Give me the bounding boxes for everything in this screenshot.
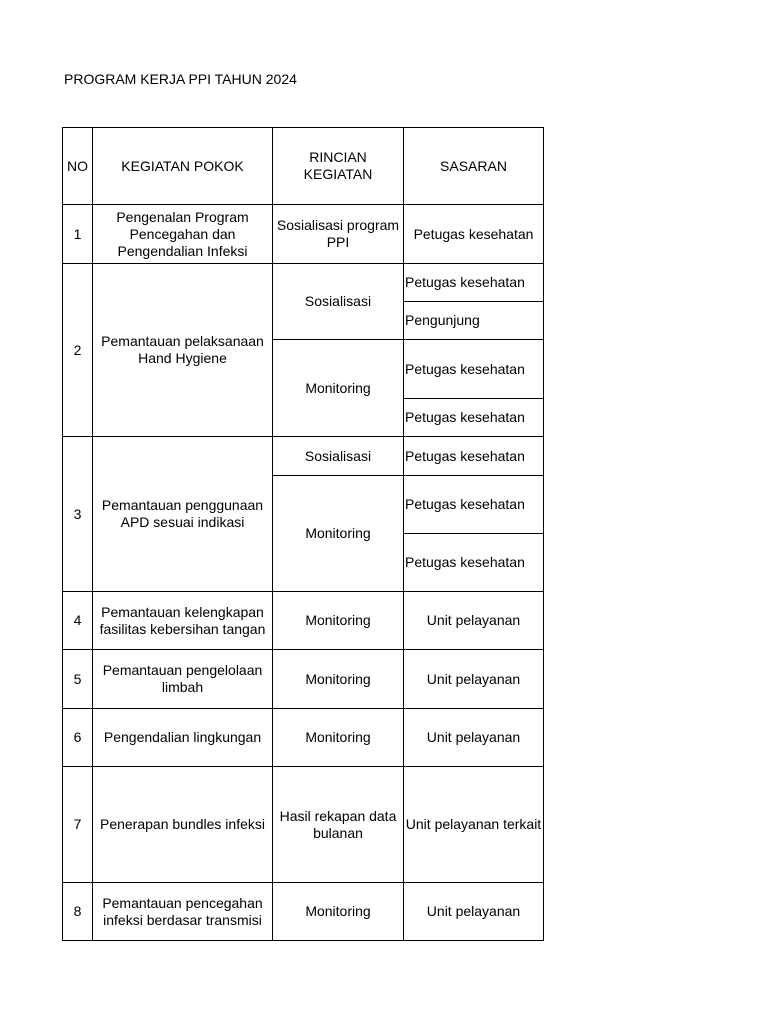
kegiatan-pokok-cell: Pemantauan pencegahan infeksi berdasar transmisi [93, 883, 273, 941]
sasaran-cell: Unit pelayanan [404, 650, 544, 709]
table-header-row [63, 128, 544, 205]
page-title: PROGRAM KERJA PPI TAHUN 2024 [64, 71, 297, 87]
sasaran-cell: Unit pelayanan terkait [404, 767, 544, 883]
table-row [63, 205, 544, 264]
sasaran-cell: Petugas kesehatan [404, 437, 544, 476]
rincian-cell: Monitoring [273, 592, 404, 650]
rincian-cell: Sosialisasi [273, 264, 404, 340]
header-kegiatan-pokok: KEGIATAN POKOK [93, 128, 273, 205]
kegiatan-pokok-cell: Pemantauan pelaksanaan Hand Hygiene [93, 264, 273, 437]
table-row [63, 709, 544, 767]
rincian-cell: Monitoring [273, 340, 404, 437]
row-number: 4 [63, 592, 93, 650]
row-number: 8 [63, 883, 93, 941]
table-row [63, 650, 544, 709]
row-number: 5 [63, 650, 93, 709]
rincian-cell: Sosialisasi [273, 437, 404, 476]
row-number: 7 [63, 767, 93, 883]
rincian-cell: Hasil rekapan data bulanan [273, 767, 404, 883]
sasaran-cell: Petugas kesehatan [404, 534, 544, 592]
table-row [63, 767, 544, 883]
kegiatan-pokok-cell: Pemantauan pengelolaan limbah [93, 650, 273, 709]
row-number: 3 [63, 437, 93, 592]
sasaran-cell: Petugas kesehatan [404, 205, 544, 264]
sasaran-cell: Unit pelayanan [404, 709, 544, 767]
header-sasaran: SASARAN [404, 128, 544, 205]
kegiatan-pokok-cell: Pengenalan Program Pencegahan dan Pengendalian Infeksi [93, 205, 273, 264]
rincian-cell: Sosialisasi program PPI [273, 205, 404, 264]
sasaran-cell: Petugas kesehatan [404, 340, 544, 399]
row-number: 1 [63, 205, 93, 264]
sasaran-cell: Petugas kesehatan [404, 399, 544, 437]
rincian-cell: Monitoring [273, 883, 404, 941]
header-no: NO [63, 128, 93, 205]
kegiatan-pokok-cell: Penerapan bundles infeksi [93, 767, 273, 883]
table-row [63, 437, 544, 476]
row-number: 2 [63, 264, 93, 437]
row-number: 6 [63, 709, 93, 767]
table-row [63, 264, 544, 302]
rincian-cell: Monitoring [273, 650, 404, 709]
sasaran-cell: Unit pelayanan [404, 883, 544, 941]
table-row [63, 883, 544, 941]
program-table [62, 127, 544, 941]
sasaran-cell: Petugas kesehatan [404, 264, 544, 302]
rincian-cell: Monitoring [273, 709, 404, 767]
kegiatan-pokok-cell: Pemantauan kelengkapan fasilitas kebersihan tangan [93, 592, 273, 650]
rincian-cell: Monitoring [273, 476, 404, 592]
kegiatan-pokok-cell: Pemantauan penggunaan APD sesuai indikasi [93, 437, 273, 592]
sasaran-cell: Unit pelayanan [404, 592, 544, 650]
sasaran-cell: Pengunjung [404, 302, 544, 340]
sasaran-cell: Petugas kesehatan [404, 476, 544, 534]
kegiatan-pokok-cell: Pengendalian lingkungan [93, 709, 273, 767]
table-row [63, 592, 544, 650]
header-rincian-kegiatan: RINCIAN KEGIATAN [273, 128, 404, 205]
